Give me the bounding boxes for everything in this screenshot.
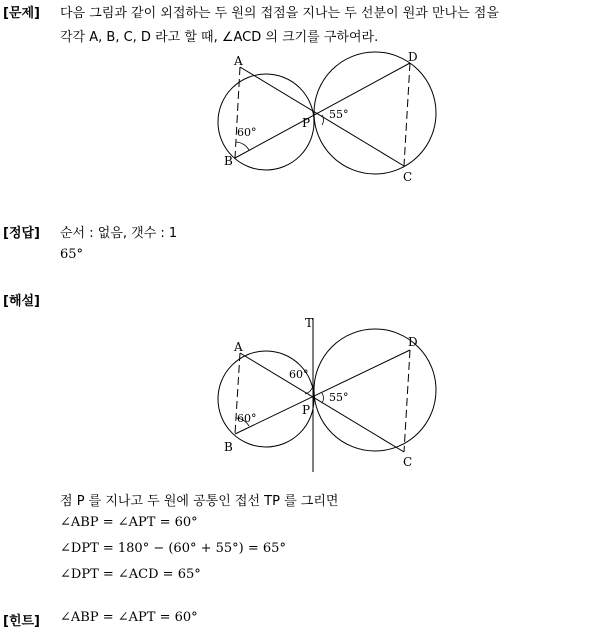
answer-value: 65° — [60, 247, 84, 262]
hint-eq: ∠ABP = ∠APT = 60° — [60, 610, 198, 625]
figure-2-label-t: T — [305, 316, 314, 330]
figure-1-angle-b-arc — [236, 142, 249, 150]
figure-1-label-a: A — [234, 54, 243, 68]
figure-2-diagram — [205, 310, 445, 475]
figure-2-angle-t-label: 60° — [289, 368, 309, 381]
figure-2-label-p: P — [302, 403, 311, 417]
figure-2-angle-p-label: 55° — [329, 391, 349, 404]
figure-2-left-circle — [218, 351, 314, 447]
figure-2-label-c: C — [403, 455, 413, 469]
explanation-tag: [해설] — [3, 294, 40, 309]
figure-1-diagram — [205, 42, 445, 192]
explanation-eq-1: ∠ABP = ∠APT = 60° — [60, 515, 198, 530]
figure-2-angle-b-label: 60° — [237, 412, 257, 425]
explanation-line-1: 점 P 를 지나고 두 원에 공통인 접선 TP 를 그리면 — [60, 494, 339, 509]
figure-1-angle-b-label: 60° — [237, 126, 257, 139]
figure-2-angle-p-arc — [322, 393, 324, 403]
figure-2-label-b: B — [224, 440, 233, 454]
figure-1-label-d: D — [408, 50, 418, 64]
answer-tag: [정답] — [3, 226, 40, 241]
figure-1-chord-dc — [404, 63, 410, 166]
figure-2-label-a: A — [234, 340, 243, 354]
figure-1-label-p: P — [302, 116, 311, 130]
figure-1-label-b: B — [224, 154, 233, 168]
answer-line-1: 순서 : 없음, 갯수 : 1 — [60, 226, 178, 241]
figure-2-right-circle — [314, 329, 436, 451]
figure-2-label-d: D — [408, 335, 418, 349]
figure-1-angle-p-label: 55° — [329, 108, 349, 121]
explanation-eq-3: ∠DPT = ∠ACD = 65° — [60, 567, 201, 582]
hint-tag: [힌트] — [3, 614, 40, 629]
explanation-eq-2: ∠DPT = 180° − (60° + 55°) = 65° — [60, 541, 286, 556]
figure-1-chord-ab — [235, 67, 240, 158]
figure-2-chord-dc — [404, 350, 410, 452]
figure-1-label-c: C — [403, 170, 413, 184]
problem-line-2: 각각 A, B, C, D 라고 할 때, ∠ACD 의 크기를 구하여라. — [60, 30, 379, 45]
problem-tag: [문제] — [3, 6, 40, 21]
problem-line-1: 다음 그림과 같이 외접하는 두 원의 접점을 지나는 두 선분이 원과 만나는 점을 — [60, 6, 499, 21]
